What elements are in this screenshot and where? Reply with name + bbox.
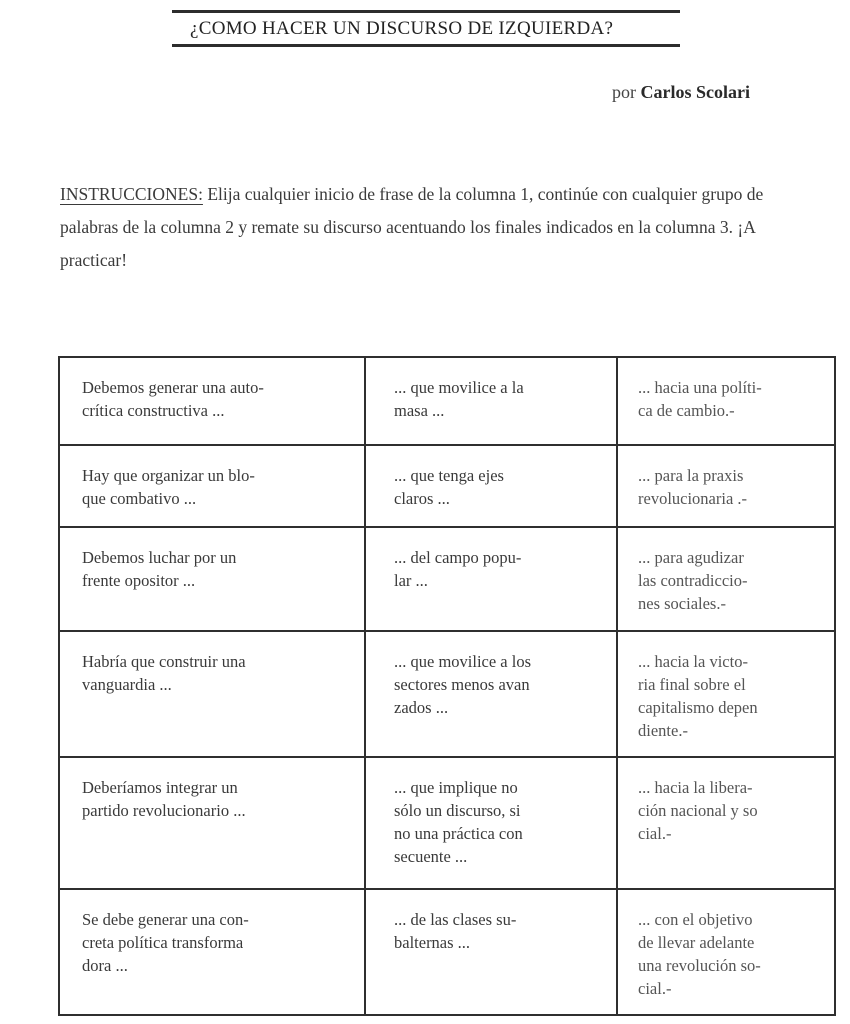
cell-text: Debemos luchar por un frente opositor ... (82, 548, 237, 590)
instructions-label: INSTRUCCIONES: (60, 184, 203, 204)
table-row (59, 757, 835, 889)
cell-text: ... de las clases su- balternas ... (394, 910, 517, 952)
cell-text: ... hacia la victo- ria final sobre el capitalismo depen diente.- (638, 652, 758, 740)
table-row (59, 527, 835, 631)
cell-text: ... hacia una políti- ca de cambio.- (638, 378, 762, 420)
table-cell-col1 (59, 889, 365, 1015)
cell-text: ... hacia la libera- ción nacional y so cial.- (638, 778, 758, 843)
author-name: Carlos Scolari (640, 82, 750, 102)
table-cell-col3 (617, 757, 835, 889)
table-row (59, 445, 835, 527)
author-prefix: por (612, 82, 636, 102)
title-top-rule (172, 10, 680, 13)
table-cell-col1 (59, 527, 365, 631)
table-cell-col3 (617, 527, 835, 631)
table-cell-col3 (617, 631, 835, 757)
table-cell-col2 (365, 357, 617, 445)
document-title: ¿COMO HACER UN DISCURSO DE IZQUIERDA? (190, 18, 614, 39)
cell-text: Debemos generar una auto- crítica constructiva ... (82, 378, 264, 420)
cell-text: ... para la praxis revolucionaria .- (638, 466, 748, 508)
table-cell-col3 (617, 445, 835, 527)
cell-text: ... del campo popu- lar ... (394, 548, 522, 590)
table-cell-col1 (59, 445, 365, 527)
cell-text: ... que movilice a la masa ... (394, 378, 524, 420)
table-cell-col1 (59, 757, 365, 889)
table-cell-col1 (59, 631, 365, 757)
cell-text: Hay que organizar un blo- que combativo ... (82, 466, 255, 508)
cell-text: Se debe generar una con- creta política transforma dora ... (82, 910, 249, 975)
table-row (59, 631, 835, 757)
cell-text: ... que tenga ejes claros ... (394, 466, 504, 508)
title-bottom-rule (172, 44, 680, 47)
table-cell-col2 (365, 445, 617, 527)
cell-text: ... para agudizar las contradiccio- nes sociales.- (638, 548, 748, 613)
table-row (59, 889, 835, 1015)
table-cell-col3 (617, 889, 835, 1015)
cell-text: ... con el objetivo de llevar adelante una revolución so- cial.- (638, 910, 761, 998)
table-row (59, 357, 835, 445)
instructions-paragraph (60, 178, 800, 277)
table-cell-col3 (617, 357, 835, 445)
cell-text: Habría que construir una vanguardia ... (82, 652, 246, 694)
phrase-table (58, 356, 836, 1016)
table-cell-col1 (59, 357, 365, 445)
author-line (612, 82, 750, 103)
table-cell-col2 (365, 889, 617, 1015)
table-cell-col2 (365, 757, 617, 889)
table-cell-col2 (365, 631, 617, 757)
table-cell-col2 (365, 527, 617, 631)
cell-text: ... que implique no sólo un discurso, si no una práctica con secuente ... (394, 778, 523, 866)
cell-text: Deberíamos integrar un partido revolucionario ... (82, 778, 246, 820)
cell-text: ... que movilice a los sectores menos avan zados ... (394, 652, 532, 717)
instructions-text: Elija cualquier inicio de frase de la columna 1, continúe con cualquier grupo de palabras de la columna 2 y remate su discurso acentuando los finales indicados en la columna 3. ¡A practicar! (60, 184, 764, 270)
